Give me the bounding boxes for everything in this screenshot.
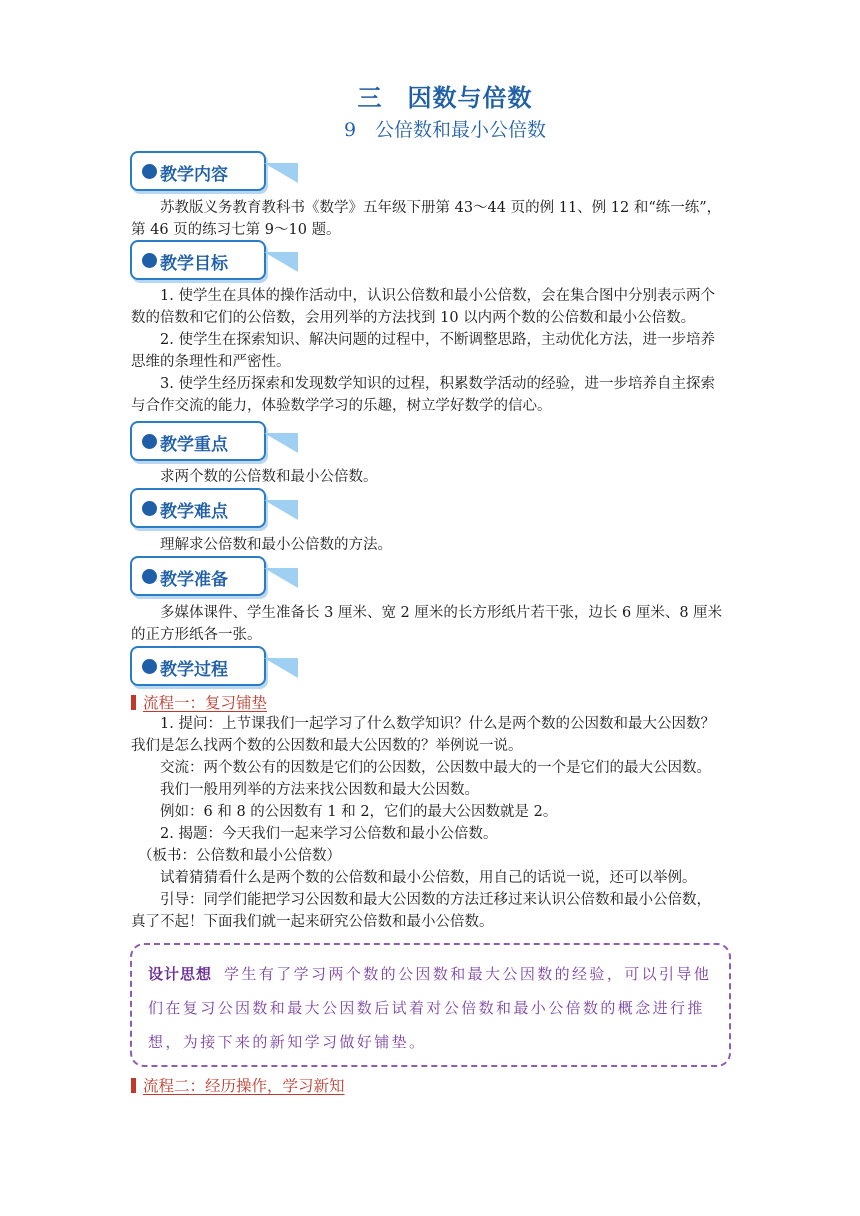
text-line: 的正方形纸各一张。 bbox=[131, 627, 262, 643]
tab-wedge-decoration bbox=[264, 163, 298, 183]
section-label: 教学难点 bbox=[160, 502, 228, 522]
lesson-title: 9 公倍数和最小公倍数 bbox=[343, 119, 547, 141]
tab-wedge-decoration bbox=[264, 252, 298, 272]
text-line: 求两个数的公倍数和最小公倍数。 bbox=[160, 469, 378, 485]
key-points-paragraph bbox=[131, 466, 731, 488]
text-line: 数的倍数和它们的公倍数，会用列举的方法找到 10 以内两个数的公倍数和最小公倍数。 bbox=[131, 310, 696, 326]
bullet-dot-icon bbox=[142, 434, 157, 449]
text-line: 交流：两个数公有的因数是它们的公因数，公因数中最大的一个是它们的最大公因数。 bbox=[160, 760, 711, 776]
section-tab-process bbox=[130, 646, 300, 686]
design-label: 设计思想 bbox=[148, 965, 213, 983]
content-paragraph bbox=[131, 197, 731, 241]
section-label: 教学重点 bbox=[160, 435, 228, 455]
tab-frame bbox=[130, 556, 266, 596]
tab-frame bbox=[130, 421, 266, 461]
text-line: 思维的条理性和严密性。 bbox=[131, 354, 291, 370]
text-line: （板书：公倍数和最小公倍数） bbox=[138, 848, 341, 864]
text-line: 真了不起！下面我们就一起来研究公倍数和最小公倍数。 bbox=[131, 914, 494, 930]
tab-frame bbox=[130, 151, 266, 191]
section-label: 教学目标 bbox=[160, 254, 228, 274]
section-label: 教学准备 bbox=[160, 570, 228, 590]
text-line: 2. 使学生在探索知识、解决问题的过程中，不断调整思路，主动优化方法，进一步培养 bbox=[160, 332, 715, 348]
section-tab-preparation bbox=[130, 556, 300, 596]
flow-heading-2 bbox=[131, 1074, 345, 1096]
section-label: 教学内容 bbox=[160, 165, 228, 185]
flow1-paragraph bbox=[131, 713, 731, 933]
section-tab-content bbox=[130, 151, 300, 191]
design-note-box bbox=[130, 943, 731, 1067]
flow-title: 流程二：经历操作，学习新知 bbox=[143, 1077, 345, 1095]
text-line: 试着猜猜看什么是两个数的公倍数和最小公倍数，用自己的话说一说，还可以举例。 bbox=[160, 870, 697, 886]
text-line: 理解求公倍数和最小公倍数的方法。 bbox=[160, 537, 392, 553]
bullet-dot-icon bbox=[142, 569, 157, 584]
text-line: 引导：同学们能把学习公因数和最大公因数的方法迁移过来认识公倍数和最小公倍数， bbox=[160, 892, 711, 908]
difficulties-paragraph bbox=[131, 534, 731, 556]
goals-paragraph bbox=[131, 285, 731, 417]
section-tab-difficulties bbox=[130, 488, 300, 528]
tab-frame bbox=[130, 646, 266, 686]
chapter-title: 三 因数与倍数 bbox=[357, 83, 533, 112]
tab-frame bbox=[130, 240, 266, 280]
flow-heading-1 bbox=[131, 691, 267, 713]
text-line: 1. 提问：上节课我们一起学习了什么数学知识？什么是两个数的公因数和最大公因数？ bbox=[160, 716, 715, 732]
text-line: 第 46 页的练习七第 9～10 题。 bbox=[131, 222, 341, 238]
flow-title: 流程一：复习铺垫 bbox=[143, 694, 268, 712]
bullet-dot-icon bbox=[142, 164, 157, 179]
bullet-dot-icon bbox=[142, 659, 157, 674]
section-tab-key-points bbox=[130, 421, 300, 461]
flow-bar-icon bbox=[131, 695, 136, 710]
text-line: 例如：6 和 8 的公因数有 1 和 2，它们的最大公因数就是 2。 bbox=[160, 804, 558, 820]
design-note bbox=[148, 957, 714, 1059]
tab-wedge-decoration bbox=[264, 433, 298, 453]
flow-bar-icon bbox=[131, 1078, 136, 1093]
bullet-dot-icon bbox=[142, 501, 157, 516]
text-line: 苏教版义务教育教科书《数学》五年级下册第 43～44 页的例 11、例 12 和“练一练”， bbox=[160, 200, 722, 216]
text-line: 我们一般用列举的方法来找公因数和最大公因数。 bbox=[160, 782, 479, 798]
tab-frame bbox=[130, 488, 266, 528]
tab-wedge-decoration bbox=[264, 568, 298, 588]
text-line: 1. 使学生在具体的操作活动中，认识公倍数和最小公倍数，会在集合图中分别表示两个 bbox=[160, 288, 715, 304]
bullet-dot-icon bbox=[142, 253, 157, 268]
text-line: 2. 揭题：今天我们一起来学习公倍数和最小公倍数。 bbox=[160, 826, 498, 842]
text-line: 我们是怎么找两个数的公因数和最大公因数的？举例说一说。 bbox=[131, 738, 523, 754]
tab-wedge-decoration bbox=[264, 500, 298, 520]
section-label: 教学过程 bbox=[160, 660, 228, 680]
text-line: 多媒体课件、学生准备长 3 厘米、宽 2 厘米的长方形纸片若干张，边长 6 厘米、8 厘米 bbox=[160, 605, 723, 621]
text-line: 3. 使学生经历探索和发现数学知识的过程，积累数学活动的经验，进一步培养自主探索 bbox=[160, 376, 715, 392]
text-line: 与合作交流的能力，体验数学学习的乐趣，树立学好数学的信心。 bbox=[131, 398, 552, 414]
design-text: 学生有了学习两个数的公因数和最大公因数的经验，可以引导他们在复习公因数和最大公因数后试着对公倍数和最小公倍数的概念进行推想，为接下来的新知学习做好铺垫。 bbox=[148, 965, 712, 1051]
section-tab-goals bbox=[130, 240, 300, 280]
preparation-paragraph bbox=[131, 602, 731, 646]
tab-wedge-decoration bbox=[264, 658, 298, 678]
